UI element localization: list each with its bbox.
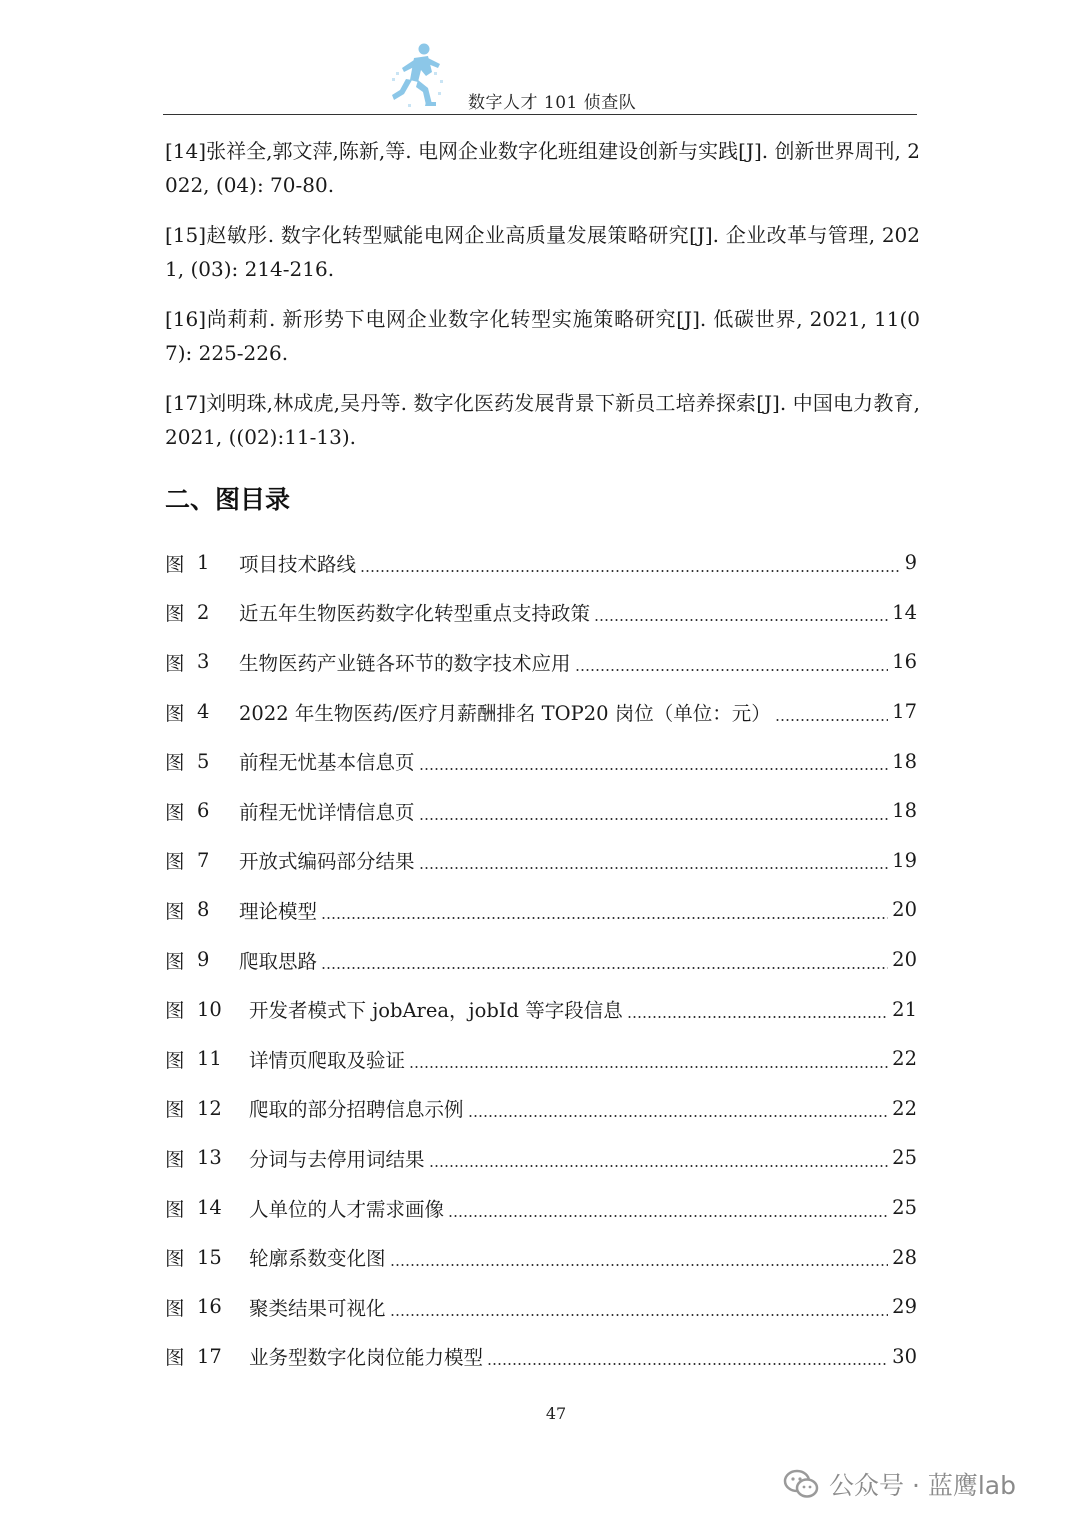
- figure-page: 20: [892, 898, 917, 922]
- dot-leader: [419, 867, 889, 869]
- figure-title: 业务型数字化岗位能力模型: [249, 1346, 484, 1370]
- figure-number: 5: [197, 749, 210, 773]
- dot-leader: [409, 1066, 888, 1068]
- figure-entry[interactable]: [165, 538, 917, 588]
- figure-label: 图: [165, 552, 185, 576]
- figure-number: 3: [197, 650, 210, 674]
- figure-number: 14: [197, 1196, 222, 1220]
- figure-page: 29: [892, 1295, 917, 1319]
- figure-title: 爬取思路: [239, 949, 318, 973]
- figure-title: 爬取的部分招聘信息示例: [249, 1098, 464, 1122]
- figure-number: 15: [197, 1245, 222, 1269]
- figure-label: 图: [165, 1147, 185, 1171]
- reference-item: [15]赵敏彤. 数字化转型赋能电网企业高质量发展策略研究[J]. 企业改革与管理, 2021, (03): 214-216.: [165, 223, 920, 281]
- figure-title: 项目技术路线: [239, 552, 357, 576]
- figure-entry[interactable]: [165, 786, 917, 836]
- figure-entry[interactable]: [165, 1183, 917, 1233]
- dot-leader: [321, 917, 888, 919]
- reference-list: [165, 134, 920, 470]
- figure-title: 开放式编码部分结果: [239, 850, 415, 874]
- figure-number: 12: [197, 1096, 222, 1120]
- figure-label: 图: [165, 850, 185, 874]
- dot-leader: [775, 719, 888, 721]
- dot-leader: [468, 1115, 889, 1117]
- dot-leader: [419, 768, 889, 770]
- dot-leader: [321, 967, 888, 969]
- running-man-binary-icon: [388, 42, 448, 114]
- figure-entry[interactable]: [165, 1034, 917, 1084]
- figure-label: 图: [165, 1247, 185, 1271]
- dot-leader: [429, 1165, 889, 1167]
- figure-title: 人单位的人才需求画像: [249, 1197, 445, 1221]
- figure-title: 2022 年生物医药/医疗月薪酬排名 TOP20 岗位（单位：元）: [239, 701, 771, 725]
- figure-number: 11: [197, 1047, 222, 1071]
- figure-label: 图: [165, 800, 185, 824]
- header-divider: [163, 114, 917, 115]
- figure-page: 30: [892, 1344, 917, 1368]
- figure-label: 图: [165, 602, 185, 626]
- figure-label: 图: [165, 1048, 185, 1072]
- figure-page: 17: [892, 700, 917, 724]
- figure-number: 1: [197, 551, 210, 575]
- figure-index: [165, 538, 917, 1381]
- figure-entry[interactable]: [165, 1282, 917, 1332]
- figure-number: 13: [197, 1146, 222, 1170]
- figure-label: 图: [165, 1197, 185, 1221]
- dot-leader: [627, 1016, 888, 1018]
- dot-leader: [390, 1314, 889, 1316]
- figure-label: 图: [165, 651, 185, 675]
- figure-entry[interactable]: [165, 1084, 917, 1134]
- page-number: 47: [545, 1404, 567, 1423]
- figure-entry[interactable]: [165, 935, 917, 985]
- figure-label: 图: [165, 899, 185, 923]
- figure-title: 生物医药产业链各环节的数字技术应用: [239, 651, 571, 675]
- section-heading: 二、图目录: [165, 485, 291, 514]
- dot-leader: [448, 1215, 888, 1217]
- figure-entry[interactable]: [165, 984, 917, 1034]
- figure-page: 18: [892, 749, 917, 773]
- figure-entry[interactable]: [165, 637, 917, 687]
- figure-page: 16: [892, 650, 917, 674]
- watermark-text: 公众号 · 蓝鹰lab: [829, 1471, 1016, 1500]
- figure-entry[interactable]: [165, 588, 917, 638]
- figure-title: 理论模型: [239, 899, 318, 923]
- reference-item: [17]刘明珠,林成虎,吴丹等. 数字化医药发展背景下新员工培养探索[J]. 中国电力教育, 2021, ((02):11-13).: [165, 391, 920, 449]
- figure-label: 图: [165, 1346, 185, 1370]
- figure-page: 21: [892, 997, 917, 1021]
- figure-label: 图: [165, 999, 185, 1023]
- figure-page: 20: [892, 948, 917, 972]
- figure-entry[interactable]: [165, 1232, 917, 1282]
- watermark: [783, 1464, 1016, 1504]
- figure-page: 22: [892, 1096, 917, 1120]
- figure-label: 图: [165, 1098, 185, 1122]
- figure-title: 开发者模式下 jobArea，jobId 等字段信息: [249, 999, 623, 1023]
- figure-page: 25: [892, 1146, 917, 1170]
- reference-item: [16]尚莉莉. 新形势下电网企业数字化转型实施策略研究[J]. 低碳世界, 2021, 11(07): 225-226.: [165, 307, 920, 365]
- figure-number: 17: [197, 1344, 222, 1368]
- figure-page: 9: [904, 551, 917, 575]
- figure-page: 28: [892, 1245, 917, 1269]
- figure-page: 22: [892, 1047, 917, 1071]
- figure-label: 图: [165, 701, 185, 725]
- figure-entry[interactable]: [165, 885, 917, 935]
- figure-title: 前程无忧基本信息页: [239, 751, 415, 775]
- page-header: [0, 0, 1080, 120]
- figure-page: 19: [892, 848, 917, 872]
- figure-entry[interactable]: [165, 736, 917, 786]
- figure-label: 图: [165, 751, 185, 775]
- figure-title: 详情页爬取及验证: [249, 1048, 406, 1072]
- dot-leader: [487, 1363, 888, 1365]
- dot-leader: [419, 818, 889, 820]
- dot-leader: [390, 1264, 889, 1266]
- figure-number: 9: [197, 948, 210, 972]
- figure-title: 轮廓系数变化图: [249, 1247, 386, 1271]
- dot-leader: [575, 669, 889, 671]
- figure-number: 6: [197, 799, 210, 823]
- figure-entry[interactable]: [165, 1133, 917, 1183]
- dot-leader: [360, 570, 901, 572]
- figure-number: 16: [197, 1295, 222, 1319]
- figure-title: 聚类结果可视化: [249, 1296, 386, 1320]
- figure-label: 图: [165, 1296, 185, 1320]
- figure-number: 8: [197, 898, 210, 922]
- figure-entry[interactable]: [165, 836, 917, 886]
- reference-item: [14]张祥全,郭文萍,陈新,等. 电网企业数字化班组建设创新与实践[J]. 创新世界周刊, 2022, (04): 70-80.: [165, 139, 920, 197]
- figure-entry[interactable]: [165, 687, 917, 737]
- figure-page: 18: [892, 799, 917, 823]
- figure-number: 7: [197, 848, 210, 872]
- figure-title: 分词与去停用词结果: [249, 1147, 425, 1171]
- header-title: 数字人才 101 侦查队: [468, 93, 637, 113]
- figure-title: 近五年生物医药数字化转型重点支持政策: [239, 602, 591, 626]
- figure-label: 图: [165, 949, 185, 973]
- figure-page: 25: [892, 1196, 917, 1220]
- wechat-icon: [783, 1469, 819, 1499]
- figure-entry[interactable]: [165, 1332, 917, 1382]
- figure-page: 14: [892, 600, 917, 624]
- dot-leader: [594, 619, 888, 621]
- figure-number: 4: [197, 700, 210, 724]
- figure-number: 2: [197, 600, 210, 624]
- figure-title: 前程无忧详情信息页: [239, 800, 415, 824]
- figure-number: 10: [197, 997, 222, 1021]
